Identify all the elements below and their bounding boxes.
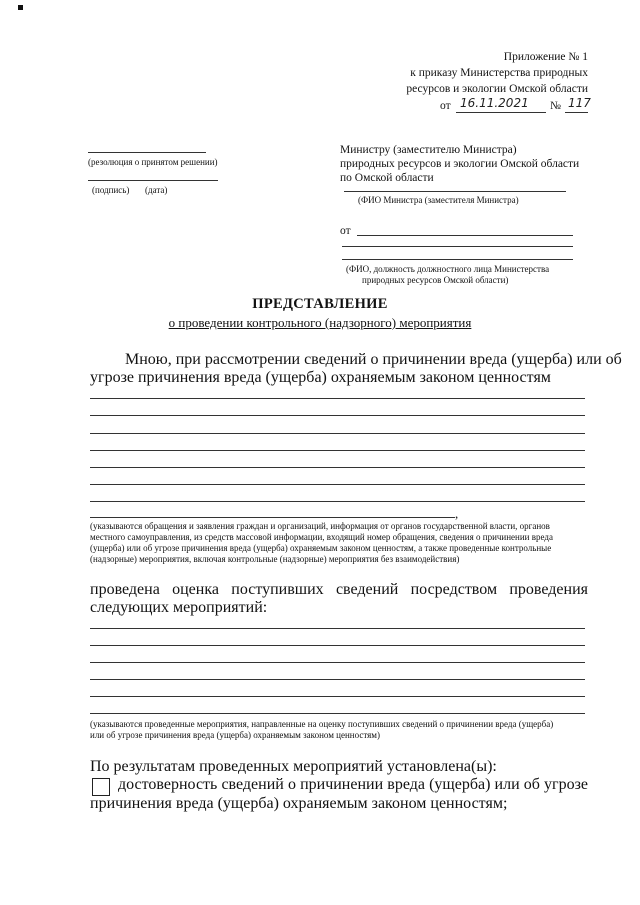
resolution-caption: (резолюция о принятом решении) — [88, 157, 218, 167]
appendix-block — [360, 50, 591, 114]
checkbox-line-1-text: достоверность сведений о причинении вреда (ущерба) или об угрозе — [118, 776, 588, 793]
fill-line — [90, 433, 585, 434]
fill-line — [90, 415, 585, 416]
para-3: По результатам проведенных мероприятий установлена(ы): — [90, 758, 497, 775]
fill-line — [90, 398, 585, 399]
intro-line-2: угрозе причинения вреда (ущерба) охраняемым законом ценностям — [90, 369, 551, 386]
fill-line — [90, 713, 585, 714]
fill-line — [90, 517, 455, 518]
appendix-line-3: ресурсов и экологии Омской области — [406, 83, 588, 95]
appendix-from-label: от — [440, 100, 451, 112]
comma-mark: , — [455, 506, 459, 521]
note-1 — [90, 521, 588, 565]
addressee-line-2: природных ресурсов и экологии Омской области — [340, 158, 580, 170]
minister-fio-caption: (ФИО Министра (заместителя Министра) — [358, 195, 519, 205]
appendix-line-1: Приложение № 1 — [503, 51, 588, 63]
note-2-line-1: (указываются проведенные мероприятия, направленные на оценку поступивших сведений о причинении вреда (ущерба) — [90, 719, 554, 729]
signature-line — [88, 180, 218, 181]
appendix-date-row — [360, 96, 591, 114]
fill-line — [90, 696, 585, 697]
note-1-line-3: (ущерба) или об угрозе причинения вреда (ущерба) охраняемым законом ценностям, а также проведенные контрольные — [90, 543, 552, 553]
fill-line — [90, 501, 585, 502]
appendix-number-value: 117 — [568, 96, 591, 110]
official-caption-2: природных ресурсов Омской области) — [362, 275, 509, 285]
note-1-line-1: (указываются обращения и заявления граждан и организаций, информация от органов государственной власти, органов — [90, 521, 550, 531]
appendix-date-underline — [456, 112, 546, 113]
appendix-date-value: 16.11.2021 — [460, 96, 529, 110]
appendix-line-2: к приказу Министерства природных — [410, 67, 588, 79]
document-subtitle-text: о проведении контрольного (надзорного) мероприятия — [168, 315, 472, 330]
appendix-number-underline — [565, 112, 588, 113]
addressee-line-3: по Омской области — [340, 172, 434, 184]
from-line-2 — [342, 246, 573, 247]
appendix-number-label: № — [550, 100, 561, 112]
para-2-line-1-text: проведена оценка поступивших сведений посредством проведения — [90, 581, 588, 598]
intro-line-1: Мною, при рассмотрении сведений о причинении вреда (ущерба) или об — [125, 351, 622, 368]
para-2-line-1 — [90, 580, 588, 600]
note-1-line-2: местного самоуправления, из средств массовой информации, входящий номер обращения, сведения о причинении вреда — [90, 532, 553, 542]
minister-fio-line — [344, 191, 566, 192]
document-title: ПРЕДСТАВЛЕНИЕ — [252, 296, 388, 312]
note-2-line-2: или об угрозе причинения вреда (ущерба) охраняемым законом ценностям) — [90, 730, 380, 740]
scan-mark — [18, 5, 23, 10]
date-caption: (дата) — [145, 185, 168, 195]
from-line-1 — [357, 235, 573, 236]
note-1-line-4: (надзорные) мероприятия, включая контрольные (надзорные) мероприятия без взаимодействия) — [90, 554, 460, 564]
para-2-line-2: следующих мероприятий: — [90, 599, 268, 616]
fill-line — [90, 467, 585, 468]
document-subtitle — [0, 314, 640, 332]
signature-caption: (подпись) — [92, 185, 130, 195]
resolution-line — [88, 152, 206, 153]
from-label: от — [340, 225, 351, 237]
checkbox-line-1 — [118, 775, 588, 795]
fill-line — [90, 628, 585, 629]
checkbox-line-2: причинения вреда (ущерба) охраняемым законом ценностям; — [90, 795, 508, 812]
note-2 — [90, 719, 588, 741]
official-caption-1: (ФИО, должность должностного лица Министерства — [346, 264, 550, 274]
fill-line — [90, 679, 585, 680]
fill-line — [90, 450, 585, 451]
fill-line — [90, 662, 585, 663]
from-line-3 — [342, 259, 573, 260]
addressee-line-1: Министру (заместителю Министра) — [340, 144, 517, 156]
fill-line — [90, 484, 585, 485]
fill-line — [90, 645, 585, 646]
